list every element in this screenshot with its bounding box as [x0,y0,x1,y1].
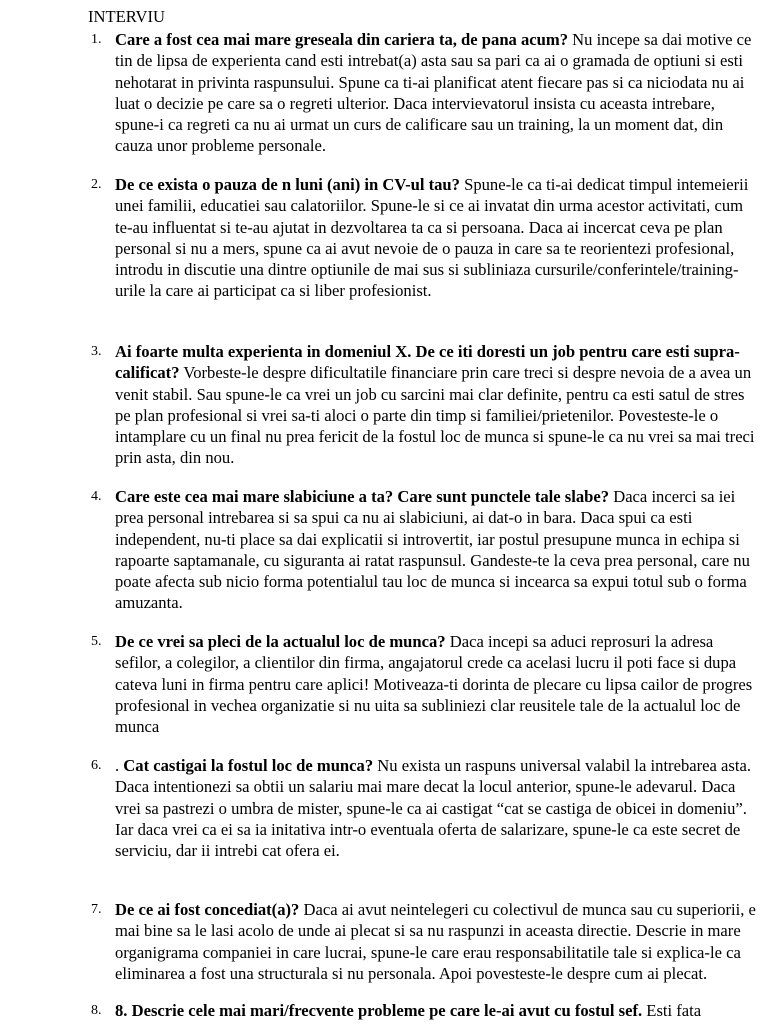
question-text: Care a fost cea mai mare greseala din cariera ta, de pana acum? [115,30,569,49]
answer-text: Spune-le ca ti-ai dedicat timpul intemeierii unei familii, educatiei sau calatoriilor. Spune-le si ce ai invatat din urma acestor activitati, cum te-au influentat si te-au ajutat in dezvoltarea ta ca si persoana. Daca ai incercat ceva pe plan personal si nu a mers, spune ca ai avut nevoie de o pauza in care sa te reorientezi profesional, introdu in discutie una dintre optiunile de mai sus si subliniaza cursurile/conferintele/training-urile la care ai participat ca si liber profesionist. [115,175,749,301]
document-title: INTERVIU [88,7,166,26]
answer-text: Daca ai avut neintelegeri cu colectivul de munca sau cu superiorii, e mai bine sa le lasi acolo de unde ai plecat si sa nu raspunzi in aceasta directie. Descrie in mare organigrama companiei in care lucrai, spune-le care erau responsabilitatile tale si explica-le ca eliminarea a fost una structurala si nu personala. Apoi povesteste-le despre cum ai plecat. [115,900,756,983]
question-number: 6. [91,758,102,773]
question-item-1 [91,29,757,157]
answer-text: Nu exista un raspuns universal valabil la intrebarea asta. Daca intentionezi sa obtii un salariu mai mare decat la locul anterior, spune-le adevarul. Daca vrei sa pastrezi o umbra de mister, spune-le ca ai castigat “cat se castiga de obicei in domeniu”. Iar daca vrei ca ei sa ia initativa intr-o eventuala oferta de salarizare, spune-le ca este secret de serviciu, dar ii intrebi cat ofera ei. [115,756,751,861]
question-text: Ai foarte multa experienta in domeniul X. De ce iti doresti un job pentru care esti supra-calificat? [115,342,740,383]
question-number: 1. [91,32,102,47]
question-number: 5. [91,634,102,649]
question-number: 3. [91,344,102,359]
question-text: De ce ai fost concediat(a)? [115,900,300,919]
question-number: 4. [91,489,102,504]
answer-text: Vorbeste-le despre dificultatile financiare prin care treci si despre nevoia de a avea un venit stabil. Sau spune-le ca vrei un job cu sarcini mai clar definite, pentru ca esti satul de stres pe plan profesional si vrei sa-ti aloci o parte din timp si familiei/prietenilor. Povesteste-le o intamplare cu un final nu prea fericit de la fostul loc de munca si spune-le ca nu vrei sa mai treci prin asta, din nou. [115,363,755,468]
question-item-2 [91,174,757,302]
question-number: 7. [91,902,102,917]
question-text: Care este cea mai mare slabiciune a ta? Care sunt punctele tale slabe? [115,487,610,506]
question-number: 8. [91,1003,102,1018]
question-item-7 [91,899,757,984]
question-number: 2. [91,177,102,192]
question-item-5 [91,631,757,737]
question-text: De ce vrei sa pleci de la actualul loc de munca? [115,632,446,651]
question-item-3 [91,341,757,469]
answer-text: Daca incerci sa iei prea personal intrebarea si sa spui ca nu ai slabiciuni, ai dat-o in bara. Daca spui ca esti independent, nu-ti place sa dai explicatii si introvertit, iar postul presupune munca in echipa si rapoarte saptamanale, cu siguranta ai ratat raspunsul. Gandeste-te la ceva prea personal, care nu poate afecta sub nicio forma potentialul tau loc de munca si incearca sa expui totul sub o forma amuzanta. [115,487,750,613]
answer-text: Daca incepi sa aduci reprosuri la adresa sefilor, a colegilor, a clientilor din firma, angajatorul crede ca acelasi lucru il poti face si dupa cateva luni in firma pentru care aplici! Motiveaza-ti dorinta de plecare cu lipsa cailor de progres profesional in vechea organizatie si nu uita sa subliniezi clar reusitele tale de la actualul loc de munca [115,632,753,737]
question-text: De ce exista o pauza de n luni (ani) in CV-ul tau? [115,175,460,194]
question-text: 8. Descrie cele mai mari/frecvente probleme pe care le-ai avut cu fostul sef. [115,1001,643,1020]
question-item-6 [91,755,757,861]
question-item-8 [91,1000,757,1021]
question-item-4 [91,486,757,614]
answer-text: Nu incepe sa dai motive ce tin de lipsa de experienta cand esti intrebat(a) asta sau sa pari ca ai o gramada de optiuni si esti nehotarat in privinta raspunsului. Spune ca ti-ai planificat atent fiecare pas si ca niciodata nu ai luat o decizie pe care sa o regreti ulterior. Daca intervievatorul insista cu aceasta intrebare, spune-i ca regreti ca nu ai urmat un curs de calificare sau un training, la un moment dat, din cauza unor probleme personale. [115,30,752,156]
answer-text: Esti fata [642,1001,702,1020]
question-prefix: . [115,756,124,775]
question-text: Cat castigai la fostul loc de munca? [123,756,374,775]
